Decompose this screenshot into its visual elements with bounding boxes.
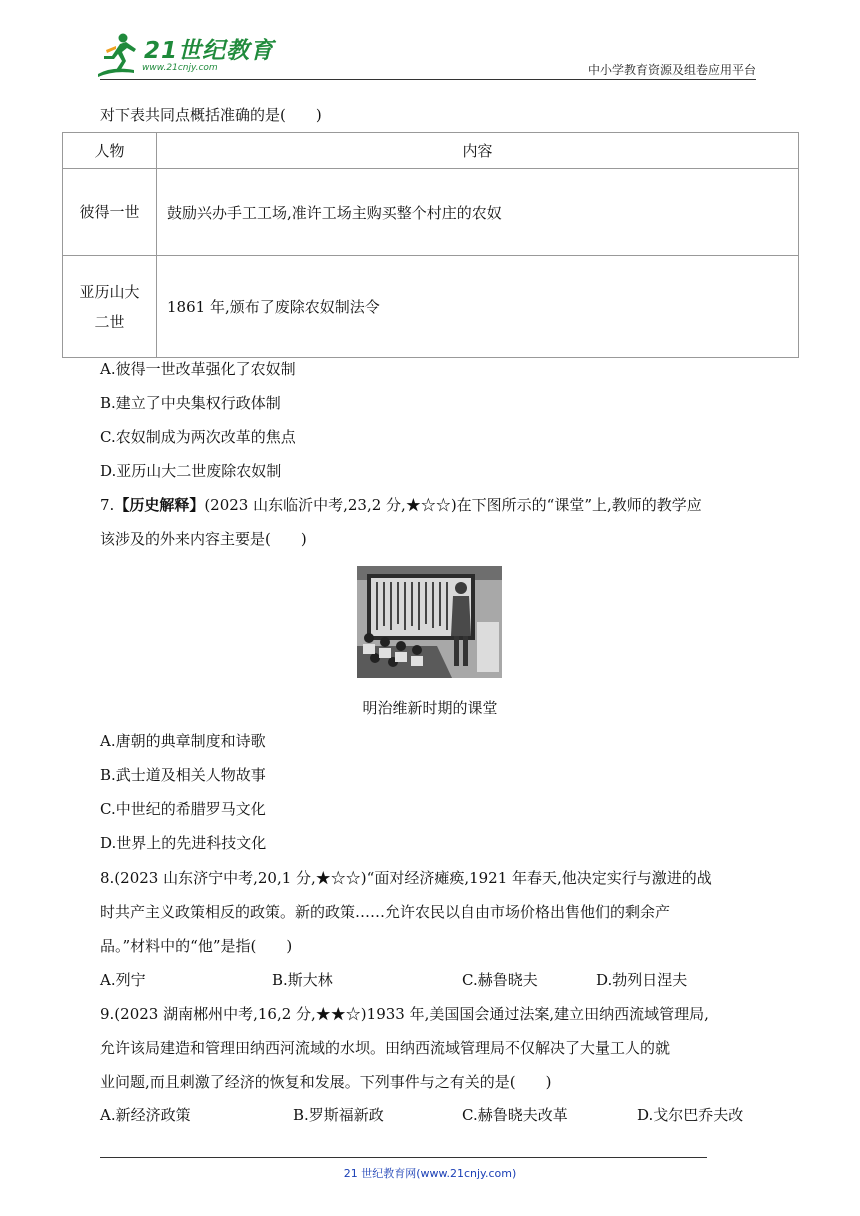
q9-stem-line1: 9.(2023 湖南郴州中考,16,2 分,★★☆)1933 年,美国国会通过法案,建立田纳西流域管理局, — [100, 1005, 709, 1023]
table-header-content: 内容 — [157, 133, 799, 169]
table-cell-content: 鼓励兴办手工工场,准许工场主购买整个村庄的农奴 — [157, 169, 799, 256]
q7-number: 7. — [100, 496, 115, 514]
logo-url: www.21cnjy.com — [142, 63, 218, 73]
q8-option-b: B.斯大林 — [272, 971, 333, 989]
q8-stem-line3: 品。”材料中的“他”是指( ) — [100, 937, 293, 955]
runner-icon — [92, 30, 142, 80]
q9-stem-line2: 允许该局建造和管理田纳西河流域的水坝。田纳西流域管理局不仅解决了大量工人的就 — [100, 1039, 671, 1057]
q9-option-c: C.赫鲁晓夫改革 — [462, 1106, 568, 1124]
q9-stem-line3: 业问题,而且刺激了经济的恢复和发展。下列事件与之有关的是( ) — [100, 1073, 552, 1091]
person-line: 亚历山大 — [79, 282, 140, 301]
q8-option-a: A.列宁 — [100, 971, 146, 989]
q9-option-b: B.罗斯福新政 — [293, 1106, 384, 1124]
classroom-illustration — [357, 566, 502, 678]
q6-table — [62, 132, 799, 358]
table-row — [63, 169, 799, 256]
logo — [92, 30, 275, 80]
q7-option-b: B.武士道及相关人物故事 — [100, 766, 266, 784]
q9-option-a: A.新经济政策 — [100, 1106, 191, 1124]
header-divider — [100, 79, 756, 80]
q6-option-c: C.农奴制成为两次改革的焦点 — [100, 428, 296, 446]
header-platform-text: 中小学教育资源及组卷应用平台 — [587, 63, 756, 77]
q9-option-d: D.戈尔巴乔夫改 — [637, 1106, 744, 1124]
q7-tag: 【历史解释】 — [114, 496, 205, 514]
q6-option-a: A.彼得一世改革强化了农奴制 — [100, 360, 296, 378]
page-header — [0, 0, 860, 90]
person-line: 二世 — [94, 312, 125, 331]
q7-option-a: A.唐朝的典章制度和诗歌 — [100, 732, 266, 750]
q7-stem-text: (2023 山东临沂中考,23,2 分,★☆☆)在下图所示的“课堂”上,教师的教学应 — [204, 496, 702, 514]
table-header-row — [63, 133, 799, 169]
table-header-person: 人物 — [63, 133, 157, 169]
q8-option-c: C.赫鲁晓夫 — [462, 971, 538, 989]
q7-option-d: D.世界上的先进科技文化 — [100, 834, 267, 852]
table-cell-person — [63, 256, 157, 358]
logo-text: 21世纪教育 — [144, 38, 275, 64]
footer-link[interactable]: 21 世纪教育网(www.21cnjy.com) — [343, 1167, 517, 1180]
table-row — [63, 256, 799, 358]
q8-stem-line1: 8.(2023 山东济宁中考,20,1 分,★☆☆)“面对经济瘫痪,1921 年春天,他决定实行与激进的战 — [100, 869, 712, 887]
table-cell-content: 1861 年,颁布了废除农奴制法令 — [157, 256, 799, 358]
q7-stem-line2: 该涉及的外来内容主要是( ) — [100, 530, 307, 548]
footer-divider — [100, 1157, 707, 1158]
q8-option-d: D.勃列日涅夫 — [596, 971, 688, 989]
q6-option-b: B.建立了中央集权行政体制 — [100, 394, 281, 412]
q7-option-c: C.中世纪的希腊罗马文化 — [100, 800, 266, 818]
figure-caption: 明治维新时期的课堂 — [362, 699, 498, 717]
q8-stem-line2: 时共产主义政策相反的政策。新的政策……允许农民以自由市场价格出售他们的剩余产 — [100, 903, 671, 921]
table-cell-person: 彼得一世 — [63, 169, 157, 256]
q6-stem: 对下表共同点概括准确的是( ) — [100, 106, 322, 124]
classroom-photo — [357, 566, 502, 678]
q6-option-d: D.亚历山大二世废除农奴制 — [100, 462, 282, 480]
q7-stem-line1 — [100, 494, 702, 516]
